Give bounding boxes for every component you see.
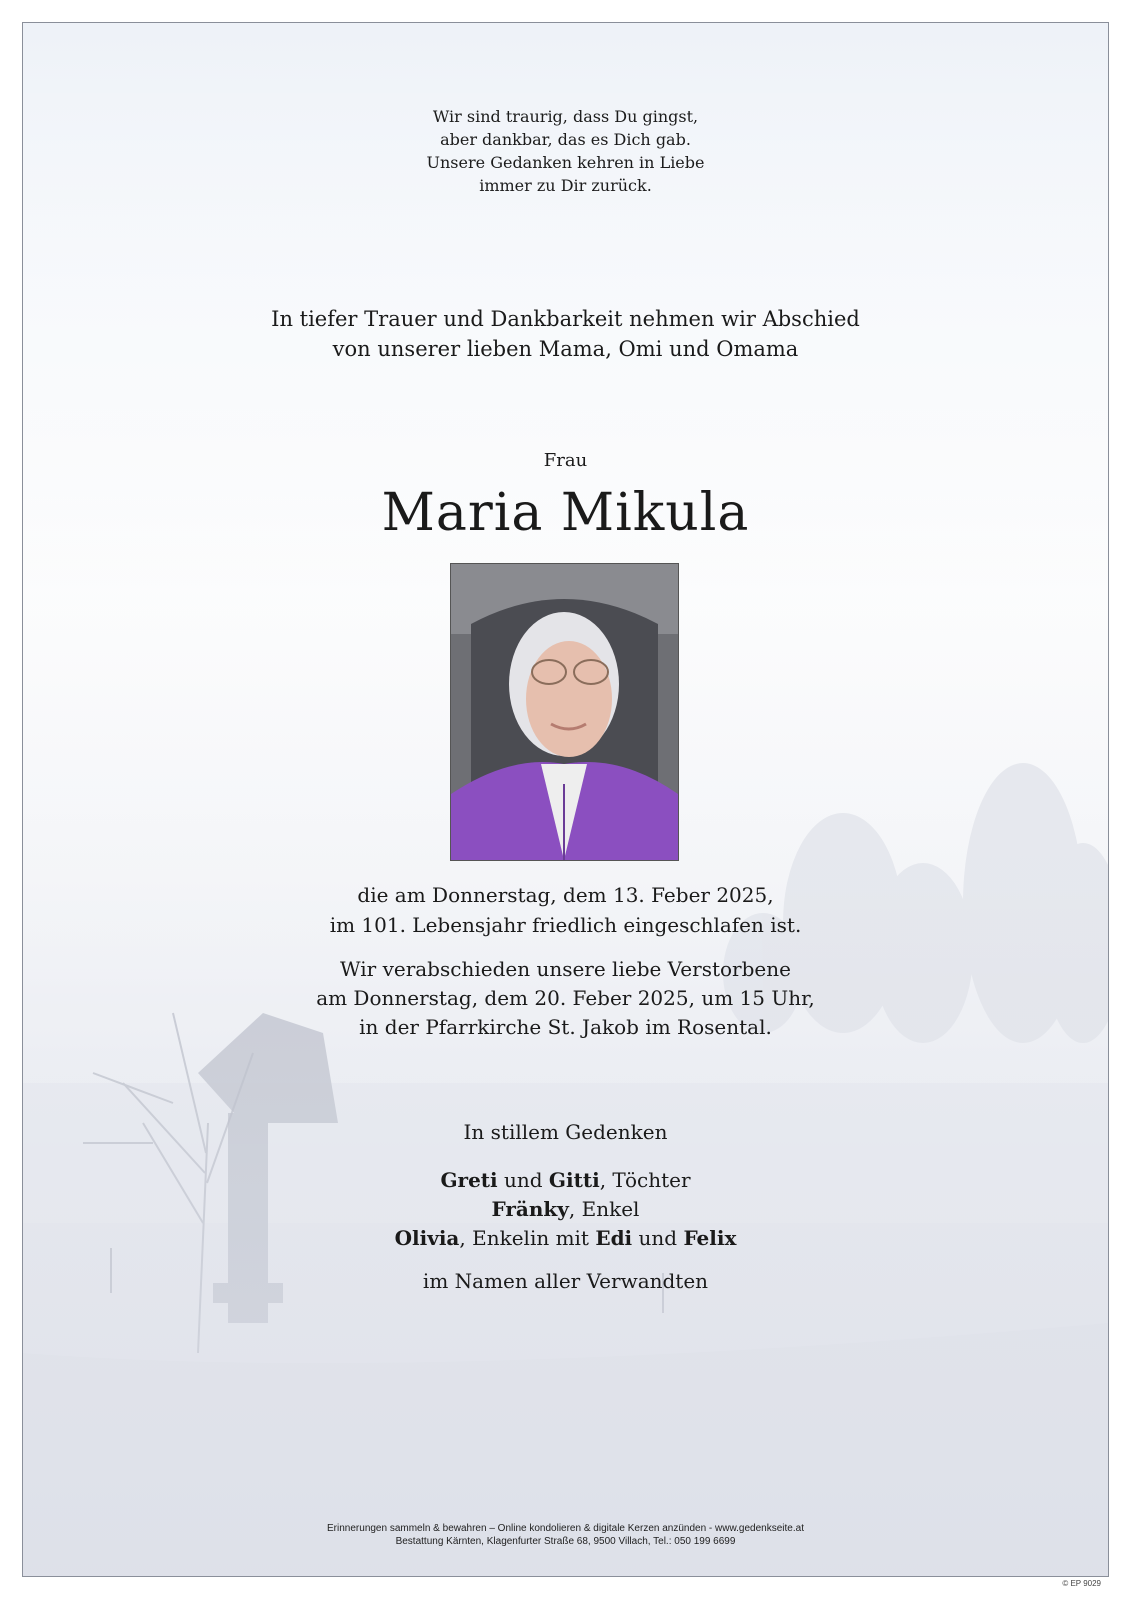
honorific: Frau bbox=[543, 450, 588, 471]
intro-line: von unserer lieben Mama, Omi und Omama bbox=[332, 337, 799, 361]
death-line: die am Donnerstag, dem 13. Feber 2025, bbox=[357, 883, 774, 907]
verse-line: aber dankbar, das es Dich gab. bbox=[440, 130, 691, 149]
death-line: im 101. Lebensjahr friedlich eingeschlafen ist. bbox=[329, 913, 802, 937]
funeral-info bbox=[23, 955, 1108, 1042]
verse-line: Wir sind traurig, dass Du gingst, bbox=[432, 107, 699, 126]
footer bbox=[23, 1522, 1108, 1548]
family-name: Edi bbox=[595, 1226, 633, 1250]
family-name: Fränky bbox=[491, 1197, 569, 1221]
family-text: und bbox=[497, 1168, 549, 1192]
portrait-photo bbox=[450, 563, 679, 861]
portrait-illustration bbox=[451, 564, 678, 860]
family-text: und bbox=[632, 1226, 684, 1250]
family-list bbox=[23, 1166, 1108, 1253]
family-text: , Töchter bbox=[599, 1168, 691, 1192]
family-line bbox=[23, 1195, 1108, 1224]
funeral-line: in der Pfarrkirche St. Jakob im Rosental. bbox=[359, 1015, 772, 1039]
family-text: , Enkel bbox=[568, 1197, 640, 1221]
farewell-intro bbox=[23, 304, 1108, 364]
intro-line: In tiefer Trauer und Dankbarkeit nehmen wir Abschied bbox=[271, 307, 860, 331]
family-name: Olivia bbox=[394, 1226, 460, 1250]
family-text: , Enkelin mit bbox=[459, 1226, 596, 1250]
family-line bbox=[23, 1166, 1108, 1195]
memorial-verse bbox=[23, 105, 1108, 197]
death-notice bbox=[23, 880, 1108, 940]
funeral-line: Wir verabschieden unsere liebe Verstorbene bbox=[340, 957, 791, 981]
family-line bbox=[23, 1224, 1108, 1253]
footer-line: Bestattung Kärnten, Klagenfurter Straße 68, 9500 Villach, Tel.: 050 199 6699 bbox=[395, 1536, 736, 1547]
footer-line: Erinnerungen sammeln & bewahren – Online kondolieren & digitale Kerzen anzünden - www.gedenkseite.at bbox=[327, 1523, 804, 1534]
relatives-note: im Namen aller Verwandten bbox=[422, 1269, 709, 1293]
family-name: Felix bbox=[683, 1226, 737, 1250]
verse-line: immer zu Dir zurück. bbox=[479, 176, 652, 195]
in-memory-heading: In stillem Gedenken bbox=[463, 1120, 668, 1144]
family-name: Greti bbox=[440, 1168, 498, 1192]
verse-line: Unsere Gedanken kehren in Liebe bbox=[426, 153, 705, 172]
funeral-line: am Donnerstag, dem 20. Feber 2025, um 15 Uhr, bbox=[316, 986, 815, 1010]
obituary-card bbox=[22, 22, 1109, 1577]
product-code: © EP 9029 bbox=[1062, 1579, 1101, 1588]
deceased-name: Maria Mikula bbox=[381, 483, 750, 543]
family-name: Gitti bbox=[548, 1168, 600, 1192]
